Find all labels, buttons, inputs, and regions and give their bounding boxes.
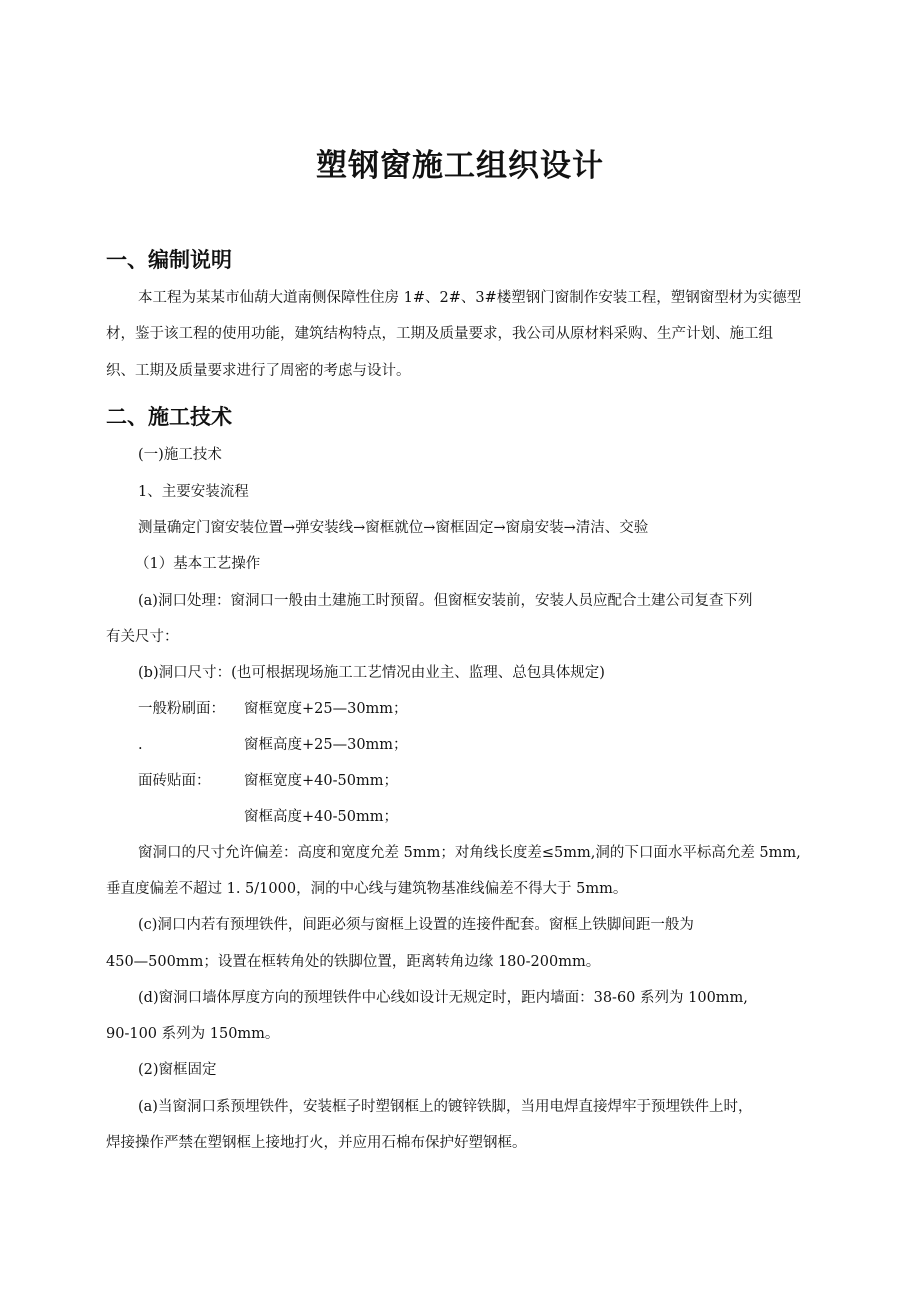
process-flow: 测量确定门窗安装位置→弹安装线→窗框就位→窗框固定→窗扇安装→清洁、交验: [138, 520, 649, 536]
section-heading-technique: 二、施工技术: [106, 405, 232, 429]
spec-label: 面砖贴面：: [138, 773, 211, 789]
spec-value: 窗框高度+25—30mm；: [244, 737, 408, 753]
paragraph-line: (b)洞口尺寸：(也可根据现场施工工艺情况由业主、监理、总包具体规定): [138, 665, 605, 681]
spec-label: .: [138, 737, 143, 753]
paragraph-line: 窗洞口的尺寸允许偏差：高度和宽度允差 5mm；对角线长度差≤5mm,洞的下口面水平标高允差 5mm,: [138, 845, 801, 861]
step-heading: （1）基本工艺操作: [135, 556, 261, 572]
paragraph-line: 焊接操作严禁在塑钢框上接地打火，并应用石棉布保护好塑钢框。: [106, 1135, 527, 1151]
spec-value: 窗框高度+40-50mm；: [244, 809, 398, 825]
spec-value: 窗框宽度+40-50mm；: [244, 773, 398, 789]
paragraph-line: 90-100 系列为 150mm。: [106, 1026, 280, 1042]
spec-value: 窗框宽度+25—30mm；: [244, 701, 408, 717]
paragraph-line: (c)洞口内若有预埋铁件，间距必须与窗框上设置的连接件配套。窗框上铁脚间距一般为: [138, 917, 694, 933]
paragraph-line: 有关尺寸：: [106, 629, 179, 645]
spec-label: 一般粉刷面：: [138, 701, 225, 717]
paragraph-line: 450—500mm；设置在框转角处的铁脚位置，距离转角边缘 180-200mm。: [106, 954, 601, 970]
paragraph-line: (a)洞口处理：窗洞口一般由土建施工时预留。但窗框安装前，安装人员应配合土建公司复查下列: [138, 593, 753, 609]
paragraph-line: 材，鉴于该工程的使用功能，建筑结构特点，工期及质量要求，我公司从原材料采购、生产计划、施工组: [106, 326, 773, 342]
paragraph-line: (a)当窗洞口系预埋铁件，安装框子时塑钢框上的镀锌铁脚，当用电焊直接焊牢于预埋铁件上时，: [138, 1099, 753, 1115]
subsection-heading: (一)施工技术: [138, 447, 222, 463]
step-heading: (2)窗框固定: [138, 1062, 217, 1078]
item-heading: 1、主要安装流程: [138, 484, 249, 500]
paragraph-line: 垂直度偏差不超过 1. 5/1000，洞的中心线与建筑物基准线偏差不得大于 5mm。: [106, 881, 628, 897]
paragraph-line: (d)窗洞口墙体厚度方向的预埋铁件中心线如设计无规定时，距内墙面：38-60 系列为 100mm,: [138, 990, 748, 1006]
paragraph-line: 本工程为某某市仙葫大道南侧保障性住房 1#、2#、3#楼塑钢门窗制作安装工程，塑钢窗型材为实德型: [138, 290, 802, 306]
paragraph-line: 织、工期及质量要求进行了周密的考虑与设计。: [106, 363, 411, 379]
section-heading-compilation: 一、编制说明: [106, 248, 232, 272]
document-title: 塑钢窗施工组织设计: [316, 148, 604, 184]
